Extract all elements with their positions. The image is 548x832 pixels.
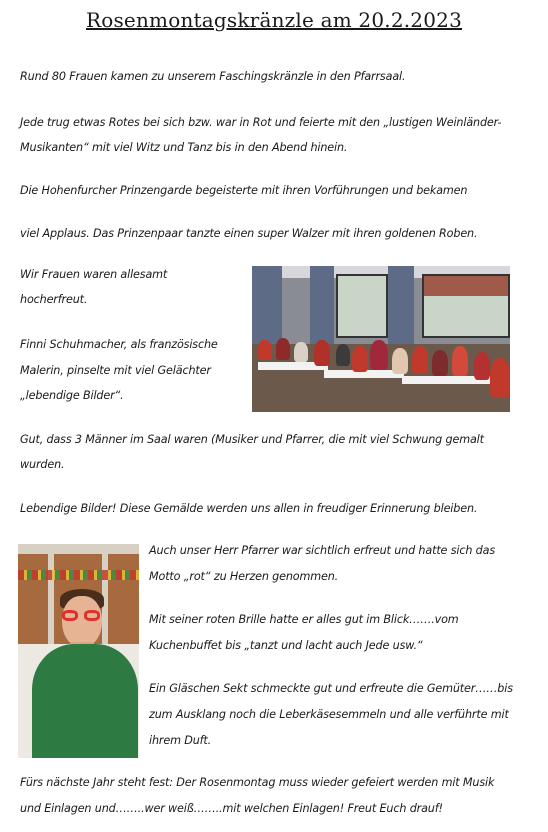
paragraph-line: ihrem Duft.	[149, 734, 212, 747]
paragraph-line: Malerin, pinselte mit viel Gelächter	[20, 364, 211, 377]
paragraph-line: Wir Frauen waren allesamt	[20, 268, 168, 281]
paragraph-line: „lebendige Bilder“.	[20, 389, 124, 402]
paragraph-line: Die Hohenfurcher Prinzengarde begeisterte mit ihren Vorführungen und bekamen	[20, 184, 468, 197]
paragraph-line: zum Ausklang noch die Leberkäsesemmeln und alle verführte mit	[149, 708, 509, 721]
paragraph-line: Kuchenbuffet bis „tanzt und lacht auch Jede usw.“	[149, 639, 423, 652]
paragraph-line: Gut, dass 3 Männer im Saal waren (Musiker und Pfarrer, die mit viel Schwung gemalt	[20, 433, 484, 446]
paragraph-line: Motto „rot“ zu Herzen genommen.	[149, 570, 339, 583]
page-title: Rosenmontagskränzle am 20.2.2023	[85, 8, 463, 32]
paragraph-line: Ein Gläschen Sekt schmeckte gut und erfreute die Gemüter……bis	[149, 682, 513, 695]
paragraph-line: Finni Schuhmacher, als französische	[20, 338, 218, 351]
paragraph-line: Jede trug etwas Rotes bei sich bzw. war in Rot und feierte mit den „lustigen Weinländer-	[20, 116, 502, 129]
paragraph-line: Rund 80 Frauen kamen zu unserem Faschingskränzle in den Pfarrsaal.	[20, 70, 406, 83]
paragraph-line: und Einlagen und……..wer weiß……..mit welchen Einlagen! Freut Euch drauf!	[20, 802, 443, 815]
paragraph-line: Musikanten“ mit viel Witz und Tanz bis in den Abend hinein.	[20, 141, 348, 154]
paragraph-line: Fürs nächste Jahr steht fest: Der Rosenmontag muss wieder gefeiert werden mit Musik	[20, 776, 495, 789]
paragraph-line: wurden.	[20, 458, 65, 471]
paragraph-line: viel Applaus. Das Prinzenpaar tanzte einen super Walzer mit ihren goldenen Roben.	[20, 227, 478, 240]
priest-photo	[18, 544, 139, 758]
hall-photo	[252, 266, 510, 412]
paragraph-line: hocherfreut.	[20, 293, 88, 306]
paragraph-line: Mit seiner roten Brille hatte er alles gut im Blick…….vom	[149, 613, 459, 626]
paragraph-line: Auch unser Herr Pfarrer war sichtlich erfreut und hatte sich das	[149, 544, 496, 557]
paragraph-line: Lebendige Bilder! Diese Gemälde werden uns allen in freudiger Erinnerung bleiben.	[20, 502, 478, 515]
